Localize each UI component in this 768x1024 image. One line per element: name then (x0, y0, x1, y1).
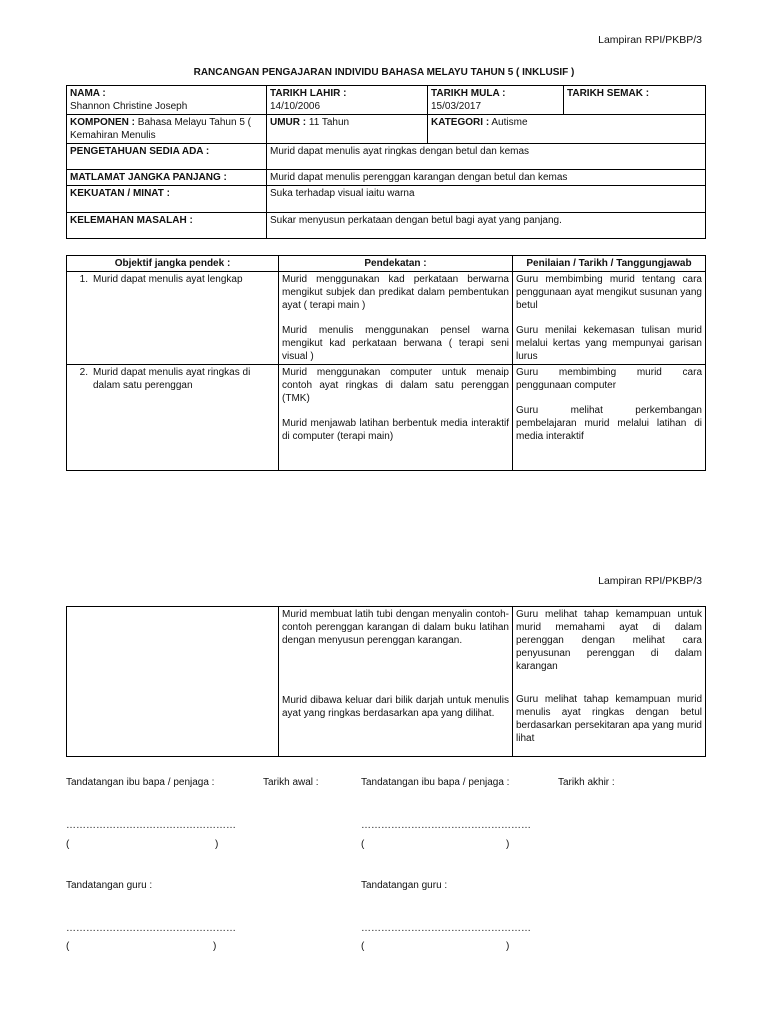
objective-number: 1. (79, 274, 88, 285)
signature-line: …………………………………………… (66, 820, 236, 831)
header-pendekatan: Pendekatan : (279, 256, 513, 272)
parent-signature-label-start: Tandatangan ibu bapa / penjaga : (66, 777, 215, 788)
start-date-label: Tarikh awal : (263, 777, 319, 788)
komponen-cell (67, 115, 267, 144)
objective-cell-2 (67, 365, 279, 471)
komponen-value-line2: Kemahiran Menulis (70, 130, 156, 141)
tarikh-mula-cell (428, 86, 564, 115)
teacher-signature-label-start: Tandatangan guru : (66, 880, 153, 891)
info-row-kelemahan (67, 213, 706, 239)
tarikh-mula-value: 15/03/2017 (431, 101, 482, 112)
umur-value: 11 Tahun (306, 117, 350, 128)
objective-row-1 (67, 272, 706, 365)
page-reference-2: Lampiran RPI/PKBP/3 (598, 575, 702, 587)
empty-objective-cell (67, 607, 279, 757)
tarikh-semak-label: TARIKH SEMAK : (567, 88, 650, 99)
objective-text: Murid dapat menulis ayat ringkas di dalam satu perenggan (93, 367, 251, 391)
pendekatan-cell-2 (279, 365, 513, 471)
info-row-komponen (67, 115, 706, 144)
info-row-matlamat (67, 170, 706, 186)
nama-value: Shannon Christine Joseph (70, 101, 188, 112)
pendekatan-cell-1 (279, 272, 513, 365)
penilaian-cell-3 (513, 607, 706, 757)
teacher-signature-label-end: Tandatangan guru : (361, 880, 448, 891)
nama-label: NAMA : (70, 88, 106, 99)
objective-cell-1 (67, 272, 279, 365)
tarikh-lahir-label: TARIKH LAHIR : (270, 88, 347, 99)
penilaian-item: Guru menilai kekemasan tulisan murid melalui kertas yang mempunyai garisan lurus (516, 325, 702, 362)
pendekatan-item: Murid menjawab latihan berbentuk media interaktif di computer (terapi main) (282, 418, 509, 442)
kekuatan-label: KEKUATAN / MINAT : (67, 186, 267, 213)
penilaian-cell-1 (513, 272, 706, 365)
kelemahan-label: KELEMAHAN MASALAH : (67, 213, 267, 239)
signature-line: …………………………………………… (361, 820, 531, 831)
kekuatan-value: Suka terhadap visual iaitu warna (267, 186, 706, 213)
komponen-label: KOMPONEN : (70, 117, 135, 128)
name-paren-close: ) (506, 941, 510, 952)
name-paren-open: ( (361, 941, 365, 952)
info-row-nama (67, 86, 706, 115)
umur-label: UMUR : (270, 117, 307, 128)
info-row-kekuatan (67, 186, 706, 213)
signature-line: …………………………………………… (66, 923, 236, 934)
penilaian-item: Guru membimbing murid tentang cara penggunaan ayat mengikut susunan yang betul (516, 274, 702, 311)
objectives-header-row (67, 256, 706, 272)
penilaian-cell-2 (513, 365, 706, 471)
penilaian-item: Guru melihat perkembangan pembelajaran murid melalui latihan di media interaktif (516, 405, 702, 442)
kategori-value: Autisme (489, 117, 528, 128)
pendekatan-item: Murid menggunakan computer untuk menaip contoh ayat ringkas di dalam satu perenggan (TMK) (282, 367, 509, 404)
pendekatan-cell-3 (279, 607, 513, 757)
name-paren-close: ) (215, 839, 219, 850)
student-info-table (66, 85, 706, 239)
name-paren-close: ) (506, 839, 510, 850)
komponen-value: Bahasa Melayu Tahun 5 ( (135, 117, 252, 128)
pengetahuan-value: Murid dapat menulis ayat ringkas dengan betul dan kemas (267, 144, 706, 170)
pendekatan-item: Murid menulis menggunakan pensel warna mengikut kad perkataan berwana ( terapi seni visual ) (282, 325, 509, 362)
objective-number: 2. (79, 367, 88, 378)
tarikh-lahir-value: 14/10/2006 (270, 101, 321, 112)
continuation-table (66, 606, 706, 757)
name-paren-close: ) (213, 941, 217, 952)
kategori-label: KATEGORI : (431, 117, 490, 128)
objectives-table (66, 255, 706, 471)
info-row-pengetahuan (67, 144, 706, 170)
matlamat-value: Murid dapat menulis perenggan karangan dengan betul dan kemas (267, 170, 706, 186)
name-paren-open: ( (361, 839, 365, 850)
tarikh-mula-label: TARIKH MULA : (431, 88, 506, 99)
continuation-row (67, 607, 706, 757)
objective-row-2 (67, 365, 706, 471)
penilaian-item: Guru melihat tahap kemampuan untuk murid memahami ayat di dalam perenggan dengan melihat cara penyusunan perenggan di dalam karangan (516, 609, 702, 672)
name-paren-open: ( (66, 839, 70, 850)
end-date-label: Tarikh akhir : (558, 777, 615, 788)
page-reference: Lampiran RPI/PKBP/3 (598, 34, 702, 46)
pengetahuan-label: PENGETAHUAN SEDIA ADA : (67, 144, 267, 170)
header-penilaian: Penilaian / Tarikh / Tanggungjawab (513, 256, 706, 272)
pendekatan-item: Murid dibawa keluar dari bilik darjah untuk menulis ayat yang ringkas berdasarkan apa yang dilihat. (282, 695, 509, 719)
matlamat-label: MATLAMAT JANGKA PANJANG : (67, 170, 267, 186)
kelemahan-value: Sukar menyusun perkataan dengan betul bagi ayat yang panjang. (267, 213, 706, 239)
header-objektif: Objektif jangka pendek : (67, 256, 279, 272)
umur-cell (267, 115, 428, 144)
pendekatan-item: Murid membuat latih tubi dengan menyalin contoh-contoh perenggan karangan di dalam buku latihan dengan menyusun perenggan karangan. (282, 609, 509, 646)
kategori-cell (428, 115, 706, 144)
tarikh-semak-cell (564, 86, 706, 115)
penilaian-item: Guru membimbing murid cara penggunaan computer (516, 367, 702, 391)
penilaian-item: Guru melihat tahap kemampuan murid menulis ayat ringkas dengan betul berdasarkan persekitaran apa yang murid lihat (516, 694, 702, 744)
tarikh-lahir-cell (267, 86, 428, 115)
parent-signature-label-end: Tandatangan ibu bapa / penjaga : (361, 777, 510, 788)
name-paren-open: ( (66, 941, 70, 952)
nama-cell (67, 86, 267, 115)
document-title: RANCANGAN PENGAJARAN INDIVIDU BAHASA MELAYU TAHUN 5 ( INKLUSIF ) (193, 67, 575, 78)
objective-text: Murid dapat menulis ayat lengkap (93, 274, 243, 285)
pendekatan-item: Murid menggunakan kad perkataan berwarna mengikut subjek dan predikat dalam pembentukan ayat ( terapi main ) (282, 274, 509, 311)
signature-line: …………………………………………… (361, 923, 531, 934)
